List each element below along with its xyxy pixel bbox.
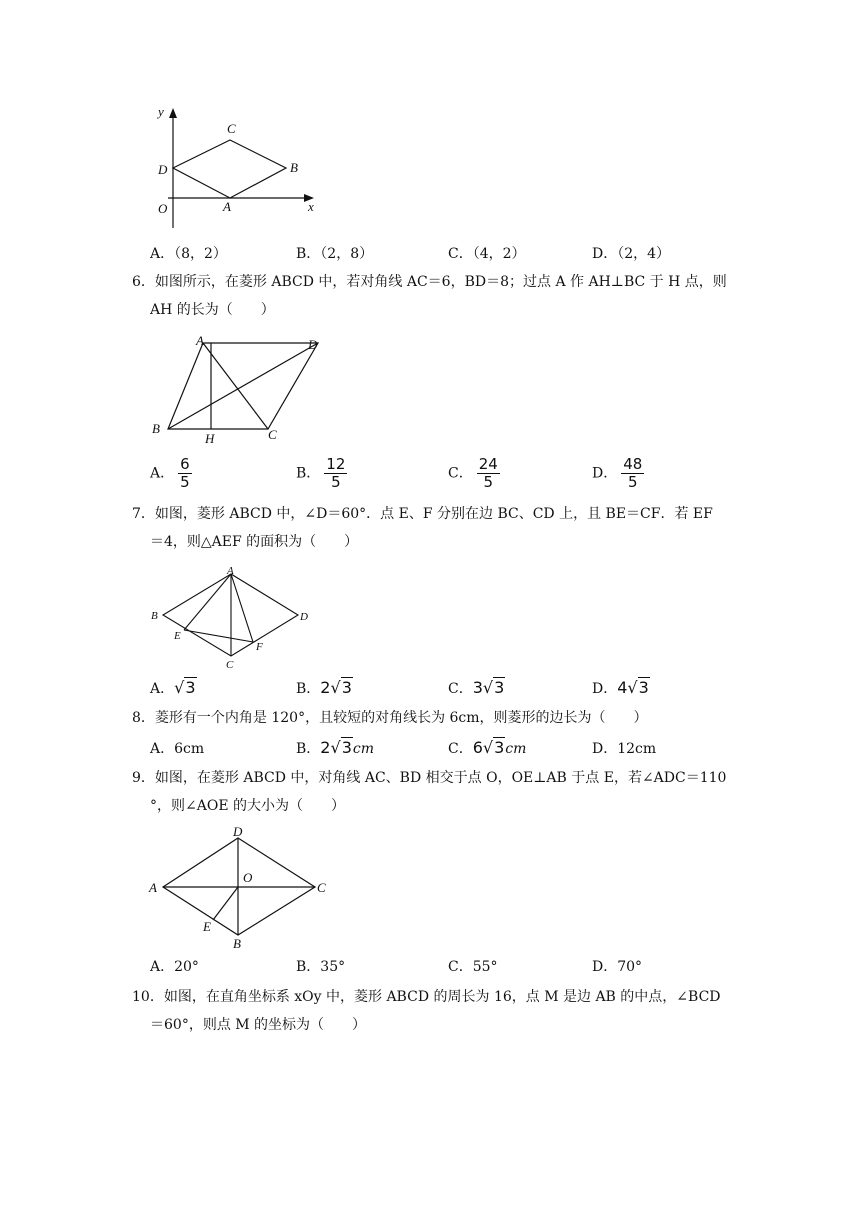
origin-label: O	[158, 201, 168, 216]
point-d-label: D	[300, 611, 308, 623]
denominator: 5	[331, 473, 341, 491]
point-c-label: C	[227, 121, 236, 136]
radicand: 3	[341, 678, 352, 697]
q6-option-a[interactable]	[150, 456, 192, 491]
q8-option-b[interactable]	[296, 738, 374, 758]
point-a-label: A	[223, 199, 231, 214]
question-9-line-2: °，则∠AOE 的大小为（ ）	[150, 798, 345, 814]
point-b-label: B	[233, 936, 241, 951]
question-7	[132, 500, 732, 556]
question-6-line-2: AH 的长为（ ）	[150, 302, 275, 318]
coefficient: 2	[320, 678, 331, 697]
denominator: 5	[628, 473, 638, 491]
q8-option-c[interactable]	[448, 738, 526, 758]
point-h-label: H	[205, 431, 215, 446]
denominator: 5	[483, 473, 494, 491]
q8-option-d[interactable]: D．12cm	[592, 741, 657, 757]
question-7-line-1: 7．如图，菱形 ABCD 中，∠D＝60°．点 E、F 分别在边 BC、CD 上，且 BE＝CF．若 EF	[132, 506, 713, 522]
question-9-line-1: 9．如图，在菱形 ABCD 中，对角线 AC、BD 相交于点 O，OE⊥AB 于点 E，若∠ADC＝110	[132, 770, 727, 786]
q9-options	[150, 956, 750, 980]
unit: cm	[352, 741, 374, 757]
q7-option-b[interactable]	[296, 678, 353, 698]
question-10-line-1: 10．如图，在直角坐标系 xOy 中，菱形 ABCD 的周长为 16，点 M 是边 AB 的中点，∠BCD	[132, 989, 721, 1005]
x-axis-label: x	[308, 199, 314, 214]
point-b-label: B	[152, 421, 160, 436]
radicand: 3	[185, 678, 196, 697]
q6-option-a-prefix: A．	[150, 465, 175, 482]
point-b-label: B	[151, 610, 158, 622]
prefix: C．	[448, 741, 473, 757]
q6-options	[150, 456, 750, 496]
coefficient: 2	[320, 738, 331, 757]
point-o-label: O	[243, 870, 253, 885]
point-a-label: A	[227, 565, 234, 577]
point-e-label: E	[203, 919, 211, 934]
q5-option-d[interactable]: D．（2，4）	[592, 246, 671, 262]
q8-option-a[interactable]: A．6cm	[150, 741, 205, 757]
question-8	[132, 704, 732, 732]
q9-option-d[interactable]: D．70°	[592, 959, 643, 975]
coefficient: 3	[472, 678, 483, 697]
q6-option-d[interactable]	[592, 456, 644, 491]
q7-option-d[interactable]	[592, 678, 650, 698]
radicand: 3	[341, 738, 352, 757]
q5-option-b[interactable]: B．（2，8）	[296, 246, 374, 262]
q6-figure	[148, 330, 338, 450]
question-9	[132, 764, 732, 820]
coefficient: 6	[472, 738, 483, 757]
unit: cm	[505, 741, 527, 757]
y-axis-label: y	[158, 104, 164, 119]
point-d-label: D	[308, 337, 318, 352]
q7-figure	[148, 562, 318, 672]
sqrt-expression: √3	[174, 678, 196, 697]
numerator: 12	[326, 455, 346, 473]
question-10-line-2: ＝60°，则点 M 的坐标为（ ）	[150, 1017, 367, 1033]
sqrt-expression: 2√3	[320, 738, 352, 757]
prefix: B．	[296, 741, 321, 757]
q5-options	[150, 243, 750, 267]
prefix: D．	[592, 681, 618, 697]
prefix: A．	[150, 681, 175, 697]
q6-option-b-fraction	[324, 456, 347, 491]
sqrt-expression: 3√3	[472, 678, 505, 697]
point-d-label: D	[158, 162, 168, 177]
q9-option-a[interactable]: A．20°	[150, 959, 199, 975]
sqrt-expression: 2√3	[320, 678, 352, 697]
point-c-label: C	[226, 659, 234, 671]
coefficient: 4	[617, 678, 628, 697]
q6-option-d-fraction	[621, 456, 644, 491]
q5-option-c[interactable]: C．（4，2）	[448, 246, 526, 262]
point-a-label: A	[149, 880, 157, 895]
q5-option-a[interactable]: A．（8，2）	[150, 246, 227, 262]
numerator: 48	[623, 455, 643, 473]
q8-options	[150, 738, 750, 762]
question-6-line-1: 6．如图所示，在菱形 ABCD 中，若对角线 AC＝6，BD＝8；过点 A 作 AH⊥BC 于 H 点，则	[132, 274, 727, 290]
q6-option-b[interactable]	[296, 456, 347, 491]
denominator: 5	[180, 473, 190, 491]
question-6	[132, 268, 732, 324]
q6-option-b-prefix: B．	[296, 465, 321, 482]
sqrt-expression: 4√3	[617, 678, 649, 697]
q6-option-c-fraction	[477, 456, 500, 491]
point-b-label: B	[290, 160, 298, 175]
point-f-label: F	[256, 641, 263, 653]
q6-option-d-prefix: D．	[592, 465, 618, 482]
numerator: 24	[478, 455, 498, 473]
point-a-label: A	[196, 333, 204, 348]
radicand: 3	[638, 678, 649, 697]
point-e-label: E	[174, 630, 181, 642]
q7-options	[150, 678, 750, 702]
numerator: 6	[180, 455, 190, 473]
point-c-label: C	[317, 880, 326, 895]
q9-option-b[interactable]: B．35°	[296, 959, 346, 975]
q6-option-a-fraction	[178, 456, 192, 491]
point-d-label: D	[233, 824, 243, 839]
radicand: 3	[494, 738, 505, 757]
q7-option-a[interactable]	[150, 678, 197, 698]
radicand: 3	[494, 678, 505, 697]
question-8-line-1: 8．菱形有一个内角是 120°，且较短的对角线长为 6cm，则菱形的边长为（ ）	[132, 710, 648, 726]
sqrt-expression: 6√3	[472, 738, 505, 757]
q9-option-c[interactable]: C．55°	[448, 959, 498, 975]
question-7-line-2: ＝4，则△AEF 的面积为（ ）	[150, 534, 359, 550]
prefix: C．	[448, 681, 473, 697]
question-10	[132, 983, 732, 1039]
point-c-label: C	[268, 427, 277, 442]
prefix: B．	[296, 681, 321, 697]
q7-option-c[interactable]	[448, 678, 505, 698]
q5-figure	[150, 100, 330, 230]
q9-figure	[145, 820, 345, 955]
q6-option-c[interactable]	[448, 456, 500, 491]
q6-option-c-prefix: C．	[448, 465, 473, 482]
